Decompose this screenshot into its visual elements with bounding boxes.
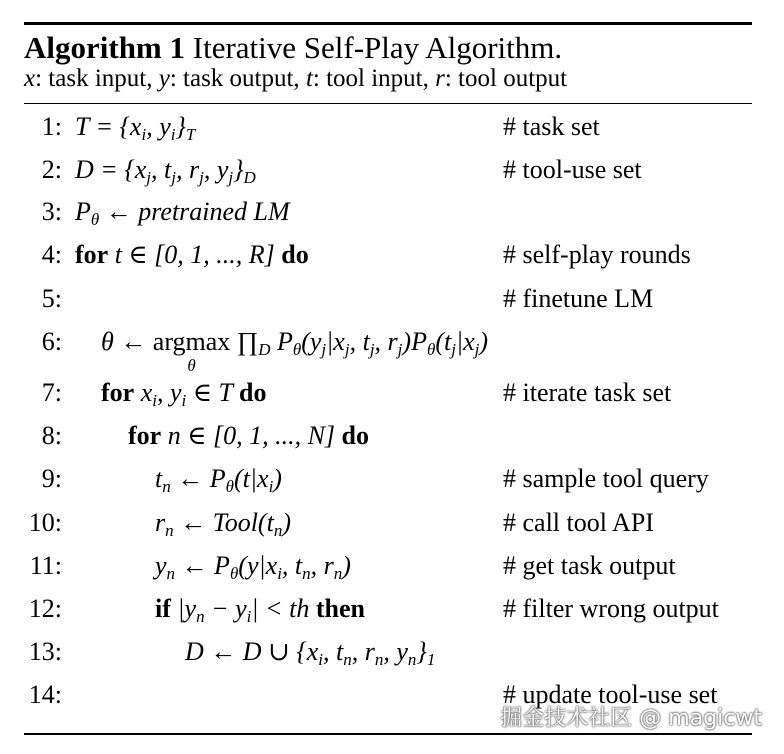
algorithm-line-7 (0, 373, 784, 413)
line-number: 10: (28, 508, 62, 537)
algorithm-line-12 (0, 589, 784, 629)
line-comment: # tool-use set (503, 155, 642, 184)
line-code: $t_n$ ← $P_\theta(t|x_i)$ (155, 464, 282, 496)
argmax-operator: argmax θ (152, 327, 231, 375)
legend-x-desc: : task input, (35, 65, 159, 92)
line-code: $T = \{x_i$, $y_i\}_T$ (75, 112, 196, 144)
algorithm-line-10 (0, 503, 784, 543)
line-code: D ← D ∪ {$x_i$, $t_n$, $r_n$, $y_n\}_1$ (185, 637, 436, 669)
line-comment: # finetune LM (503, 284, 654, 313)
line-code: $P_\theta$ ← pretrained LM (75, 197, 290, 229)
line-comment: # filter wrong output (503, 594, 719, 623)
legend-y-desc: : task output, (169, 65, 306, 92)
line-number: 6: (41, 327, 62, 356)
line-number: 1: (41, 112, 62, 141)
line-number: 8: (41, 421, 62, 450)
legend-x-var: x (24, 65, 36, 92)
algorithm-legend (24, 65, 567, 93)
line-code: $D = \{x_j$, $t_j$, $r_j$, $y_j\}_D$ (75, 155, 256, 187)
algorithm-line-6 (0, 322, 784, 375)
line-comment: # update tool-use set (503, 680, 718, 709)
line-number: 5: (41, 284, 62, 313)
line-number: 12: (28, 594, 62, 623)
watermark: 掘金技术社区 @ magicwt (500, 706, 762, 731)
line-number: 11: (29, 551, 62, 580)
legend-y-var: y (158, 65, 170, 92)
legend-r-desc: : tool output (444, 65, 568, 92)
line-number: 2: (41, 155, 62, 184)
algorithm-line-11 (0, 546, 784, 586)
line-comment: # iterate task set (503, 378, 672, 407)
algorithm-name: Iterative Self-Play Algorithm. (192, 30, 563, 65)
line-code: for $x_i$, $y_i$ ∈ T do (101, 378, 267, 410)
line-comment: # self-play rounds (503, 240, 691, 269)
algorithm-line-3 (0, 192, 784, 232)
line-code: for t ∈ [0, 1, ..., R] do (75, 240, 309, 269)
line-comment: # task set (503, 112, 600, 141)
algorithm-label: Algorithm 1 (24, 30, 186, 65)
algorithm-line-4 (0, 235, 784, 275)
line-code: θ ← argmax θ $\prod_D$ $P_\theta(y_j|x_j$, $t_j$, $r_j)P_\theta(t_j|x_j)$ (101, 322, 488, 370)
line-comment: # sample tool query (503, 464, 709, 493)
algorithm-line-1 (0, 107, 784, 147)
line-number: 4: (41, 240, 62, 269)
line-code: if $|y_n - y_i|$ < th then (155, 594, 365, 626)
algorithm-line-9 (0, 459, 784, 499)
algorithm-line-8 (0, 416, 784, 456)
algorithm-title (24, 30, 562, 66)
algorithm-line-5 (0, 279, 784, 319)
line-number: 3: (41, 197, 62, 226)
line-code: for n ∈ [0, 1, ..., N] do (128, 421, 369, 450)
line-comment: # get task output (503, 551, 676, 580)
line-number: 14: (28, 680, 62, 709)
line-comment: # call tool API (503, 508, 654, 537)
line-code: $y_n$ ← $P_\theta(y|x_i$, $t_n$, $r_n$) (155, 551, 351, 583)
top-rule (24, 22, 752, 25)
legend-t-var: t (305, 65, 313, 92)
line-code: $r_n$ ← $Tool(t_n)$ (155, 508, 291, 540)
line-number: 7: (41, 378, 62, 407)
line-number: 9: (41, 464, 62, 493)
line-number: 13: (28, 637, 62, 666)
header-rule (24, 103, 752, 104)
algorithm-line-2 (0, 150, 784, 190)
legend-r-var: r (435, 65, 445, 92)
algorithm-line-13 (0, 632, 784, 672)
legend-t-desc: : tool input, (312, 65, 436, 92)
bottom-rule (24, 733, 752, 735)
